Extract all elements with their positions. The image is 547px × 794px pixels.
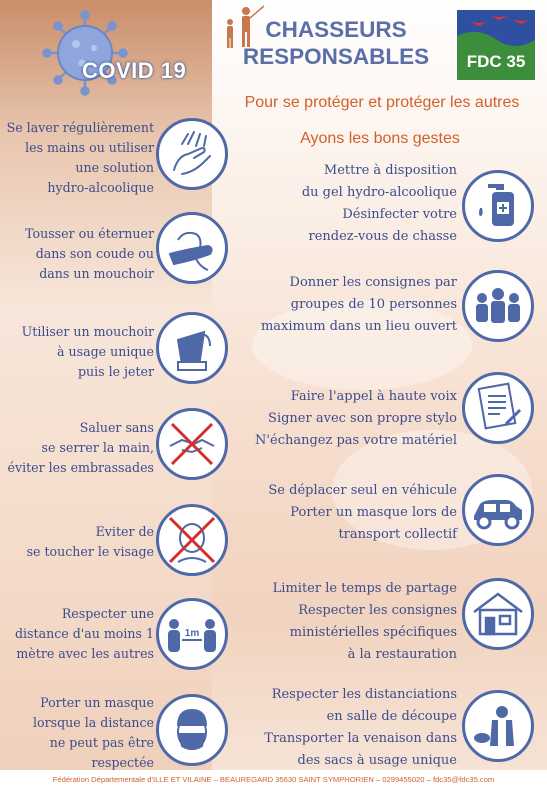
footer-address: Fédération Départementale d'ILLE ET VILAINE – BEAUREGARD 35630 SAINT SYMPHORIEN – 0299455020 – fdc35@fdc35.com [52,775,495,784]
text-line: Respecter les consignes [298,603,457,618]
text-line: ne peut pas être [49,735,154,750]
left-item-2-text [25,224,154,284]
text-line: Respecter les distanciations [271,687,457,702]
text-line: à usage unique [57,344,154,359]
text-line: Désinfecter votre [342,207,457,222]
subtitle: Pour se protéger et protéger les autres [244,94,520,111]
logo-label: FDC 35 [466,52,526,71]
covid-badge: COVID 19 [82,58,187,83]
title-line-2: RESPONSABLES [242,44,430,69]
sign-sheet-icon [462,372,534,444]
no-face-touch-icon [156,504,228,576]
text-line: se serrer la main, [41,440,154,455]
text-line: rendez-vous de chasse [308,229,457,244]
house-icon [462,578,534,650]
cough-elbow-icon [156,212,228,284]
car-icon [462,474,534,546]
hand-wash-icon [156,118,228,190]
text-line: à la restauration [347,647,457,662]
text-line: Donner les consignes par [289,275,457,290]
text-line: Saluer sans [79,420,154,435]
left-item-3-text [22,322,154,382]
text-line: ministérielles spécifiques [289,625,457,640]
right-item-4-text [268,480,457,546]
text-line: transport collectif [338,527,457,542]
text-line: hydro-alcoolique [47,180,154,195]
right-item-5-text [273,578,457,666]
group-icon [462,270,534,342]
left-item-4-text [8,418,154,478]
coronavirus-icon [40,8,130,98]
left-item-1-text [7,118,154,198]
text-line: se toucher le visage [26,544,154,559]
text-line: Respecter une [61,606,154,621]
butcher-icon [462,690,534,762]
text-line: lorsque la distance [33,715,154,730]
text-line: des sacs à usage unique [297,753,457,768]
text-line: groupes de 10 personnes [290,297,457,312]
text-line: Se laver régulièrement [6,120,154,135]
text-line: Tousser ou éternuer [25,226,154,241]
gel-bottle-icon [462,170,534,242]
text-line: Faire l'appel à haute voix [290,389,457,404]
text-line: Limiter le temps de partage [272,581,457,596]
distance-icon [156,598,228,670]
text-line: respectée [91,755,154,770]
text-line: distance d'au moins 1 [14,626,154,641]
text-line: N'échangez pas votre matériel [255,433,457,448]
mask-icon [156,694,228,766]
left-item-6-text [15,604,154,664]
subtitle-secondary: Ayons les bons gestes [300,130,460,147]
left-item-5-text [27,522,154,562]
text-line: une solution [75,160,154,175]
text-line: mètre avec les autres [16,646,154,661]
distance-label: 1m [184,628,200,639]
text-line: les mains ou utiliser [25,140,154,155]
text-line: Utiliser un mouchoir [21,324,154,339]
right-item-6-text [264,684,457,772]
text-line: Transporter la venaison dans [264,731,457,746]
left-item-7-text [33,693,154,773]
text-line: puis le jeter [77,364,154,379]
right-item-2-text [261,272,457,338]
right-item-1-text [302,160,457,248]
text-line: dans un mouchoir [39,266,154,281]
page-title [236,16,436,70]
text-line: Porter un masque lors de [290,505,457,520]
text-line: Porter un masque [40,695,154,710]
text-line: Mettre à disposition [323,163,457,178]
right-item-3-text [255,386,457,452]
text-line: éviter les embrassades [7,460,154,475]
text-line: Se déplacer seul en véhicule [268,483,457,498]
text-line: Signer avec son propre stylo [268,411,457,426]
text-line: du gel hydro-alcoolique [301,185,457,200]
text-line: Eviter de [95,524,154,539]
text-line: en salle de découpe [326,709,457,724]
tissue-icon [156,312,228,384]
text-line: maximum dans un lieu ouvert [260,319,457,334]
title-line-1: CHASSEURS [265,17,407,42]
no-handshake-icon [156,408,228,480]
text-line: dans son coude ou [35,246,154,261]
